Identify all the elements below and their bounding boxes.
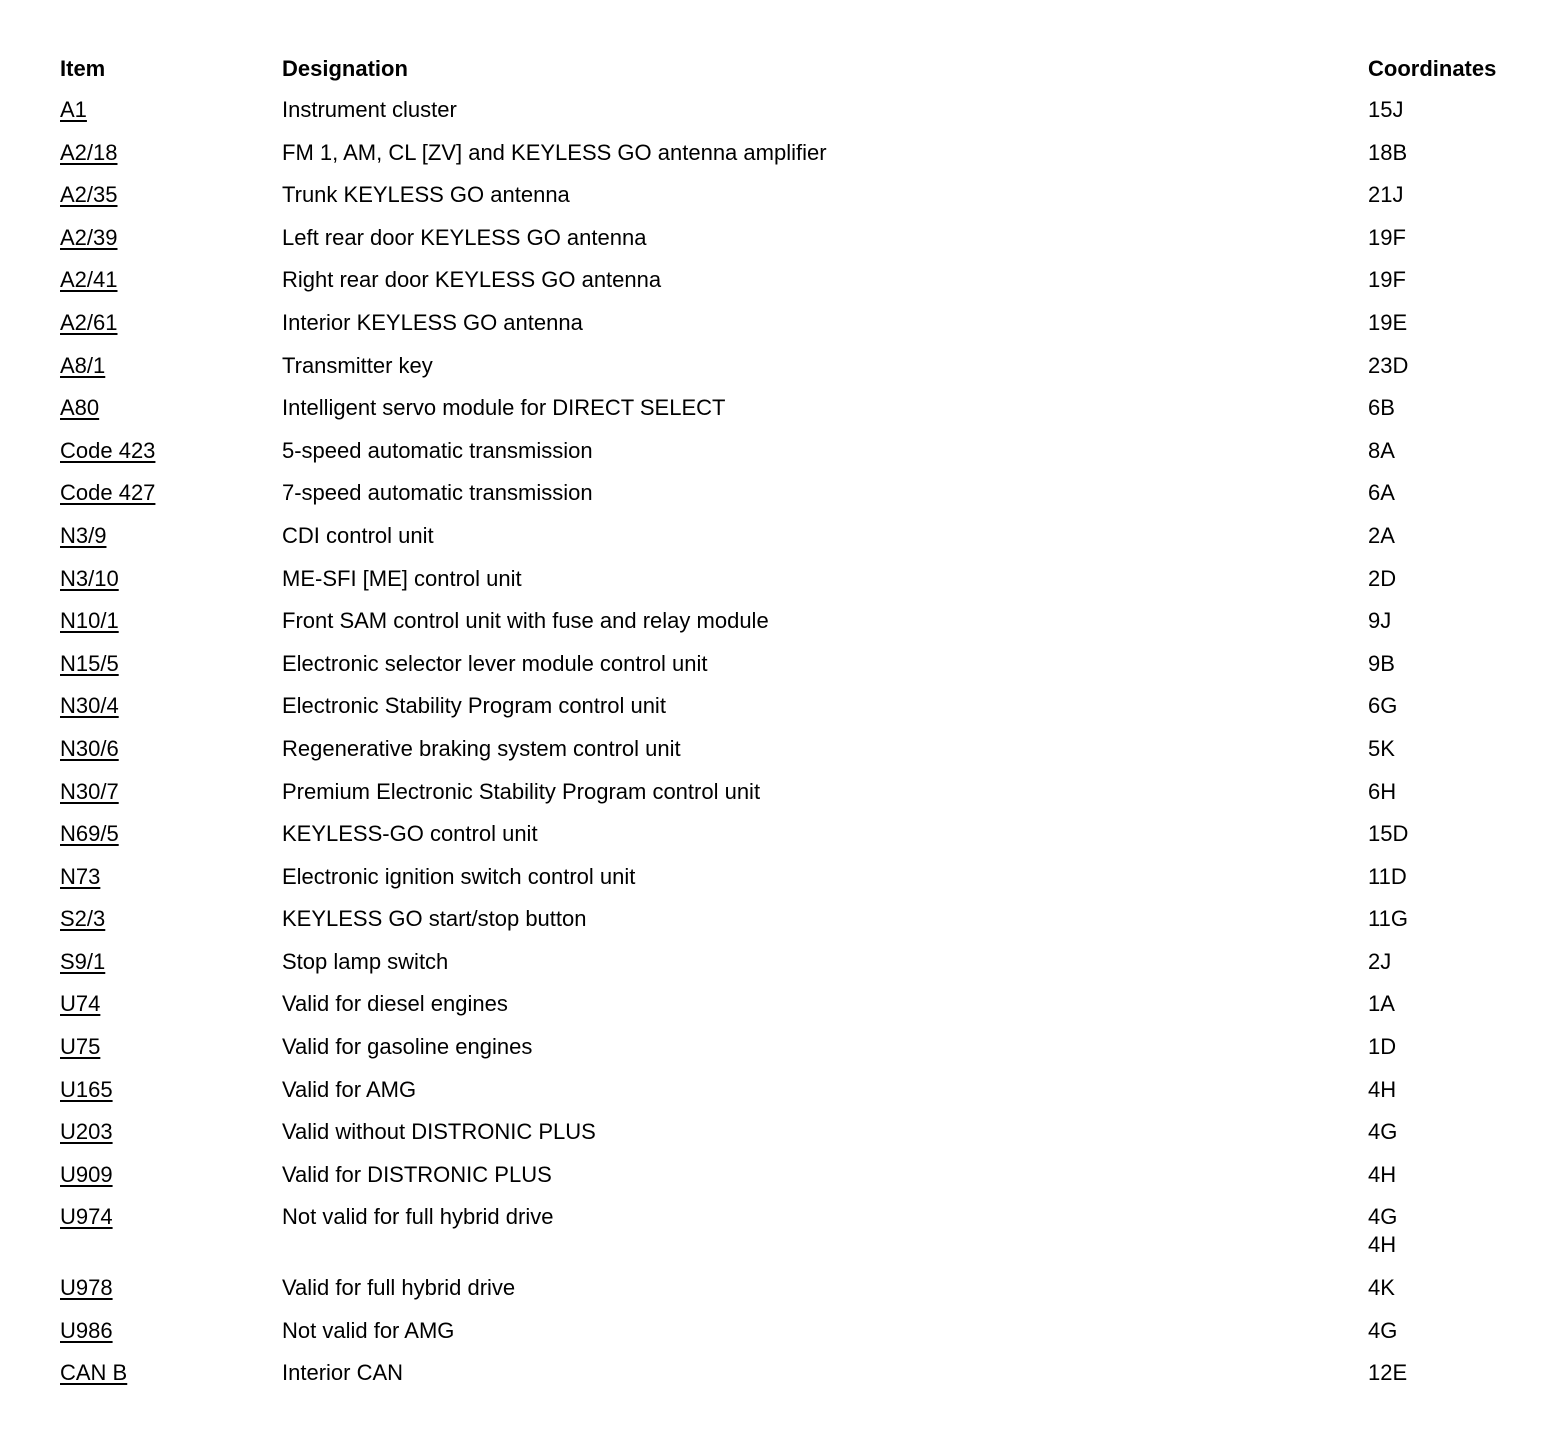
table-row	[0, 352, 1568, 395]
designation-cell: Interior KEYLESS GO antenna	[282, 309, 583, 335]
coordinate-value: 4H	[1368, 1161, 1397, 1187]
table-row	[0, 735, 1568, 778]
coordinates-cell	[1368, 309, 1407, 337]
designation-cell: Valid for gasoline engines	[282, 1034, 533, 1060]
designation-cell: Instrument cluster	[282, 97, 457, 122]
item-cell	[60, 522, 106, 550]
item-link[interactable]: A1	[60, 97, 87, 122]
designation-cell: ME-SFI [ME] control unit	[282, 565, 522, 591]
table-row	[0, 181, 1568, 224]
table-row	[0, 522, 1568, 565]
item-cell	[60, 479, 155, 507]
coordinates-cell	[1368, 905, 1408, 933]
designation-cell: Electronic Stability Program control unit	[282, 693, 666, 719]
coordinate-value: 1A	[1368, 991, 1395, 1017]
item-cell	[60, 778, 119, 806]
coordinates-cell	[1368, 1076, 1396, 1104]
designation-cell: Valid for diesel engines	[282, 991, 508, 1017]
table-row	[0, 692, 1568, 735]
item-link[interactable]: N30/4	[60, 693, 119, 719]
item-link[interactable]: A2/35	[60, 182, 118, 208]
designation-cell: Intelligent servo module for DIRECT SELECT	[282, 395, 726, 421]
coordinate-value: 2A	[1368, 522, 1395, 548]
coordinates-cell	[1368, 820, 1408, 848]
coordinates-cell	[1368, 948, 1391, 976]
designation-cell: Electronic selector lever module control unit	[282, 650, 708, 676]
coordinate-value: 11G	[1368, 906, 1408, 932]
item-cell	[60, 181, 118, 209]
item-link[interactable]: U986	[60, 1317, 113, 1343]
coordinates-cell	[1368, 565, 1396, 593]
item-link[interactable]: U978	[60, 1275, 113, 1301]
item-link[interactable]: U909	[60, 1161, 113, 1187]
coordinate-value: 11D	[1368, 863, 1407, 889]
coordinate-value: 12E	[1368, 1360, 1408, 1386]
coordinate-value: 4G	[1368, 1119, 1398, 1145]
table-row	[0, 266, 1568, 309]
item-cell	[60, 863, 100, 891]
coordinate-value: 2D	[1368, 565, 1397, 591]
item-link[interactable]: U75	[60, 1034, 101, 1060]
item-cell	[60, 692, 119, 720]
table-row	[0, 863, 1568, 906]
item-cell	[60, 565, 119, 593]
coordinate-value: 9J	[1368, 608, 1392, 634]
designation-cell: Transmitter key	[282, 352, 433, 378]
header-designation: Designation	[282, 56, 408, 81]
coordinates-cell	[1368, 394, 1395, 422]
coordinate-value: 4H	[1368, 1076, 1397, 1102]
item-link[interactable]: N3/9	[60, 522, 107, 548]
coordinate-value: 21J	[1368, 182, 1404, 208]
item-link[interactable]: A8/1	[60, 352, 106, 378]
table-row	[0, 394, 1568, 437]
item-link[interactable]: A2/39	[60, 224, 118, 250]
table-row	[0, 820, 1568, 863]
table-row	[0, 905, 1568, 948]
item-link[interactable]: N69/5	[60, 821, 119, 847]
item-link[interactable]: A80	[60, 395, 100, 421]
designation-cell: CDI control unit	[282, 522, 434, 548]
coordinate-value: 6B	[1368, 395, 1395, 421]
table-row	[0, 139, 1568, 182]
table-row	[0, 1274, 1568, 1317]
item-cell	[60, 1161, 113, 1189]
item-link[interactable]: N10/1	[60, 608, 119, 634]
coordinates-cell	[1368, 139, 1407, 167]
item-cell	[60, 309, 118, 337]
table-row	[0, 1203, 1568, 1274]
table-row	[0, 437, 1568, 480]
designation-cell: Valid for AMG	[282, 1076, 417, 1102]
item-cell	[60, 990, 100, 1018]
designation-cell: KEYLESS GO start/stop button	[282, 906, 587, 932]
item-cell	[60, 139, 118, 167]
item-cell	[60, 650, 119, 678]
coordinates-cell	[1368, 650, 1395, 678]
designation-cell: Valid for DISTRONIC PLUS	[282, 1161, 552, 1187]
item-link[interactable]: N3/10	[60, 565, 119, 591]
designation-cell: Premium Electronic Stability Program control unit	[282, 778, 761, 804]
item-link[interactable]: N30/7	[60, 778, 119, 804]
item-link[interactable]: CAN B	[60, 1360, 128, 1386]
table-row	[0, 650, 1568, 693]
table-row	[0, 607, 1568, 650]
item-link[interactable]: N15/5	[60, 650, 119, 676]
designation-cell: 7-speed automatic transmission	[282, 480, 593, 506]
coordinates-cell	[1368, 692, 1397, 720]
coordinate-value: 4G	[1368, 1317, 1398, 1343]
item-link[interactable]: S2/3	[60, 906, 106, 932]
coordinates-cell	[1368, 1118, 1397, 1146]
coordinates-cell	[1368, 735, 1395, 763]
item-link[interactable]: Code 427	[60, 480, 156, 506]
item-cell	[60, 607, 119, 635]
coordinates-cell	[1368, 1033, 1396, 1061]
designation-cell: KEYLESS-GO control unit	[282, 821, 538, 847]
designation-cell: Not valid for AMG	[282, 1317, 455, 1343]
header-item: Item	[60, 56, 106, 81]
table-row	[0, 565, 1568, 608]
coordinates-cell	[1368, 352, 1408, 380]
designation-cell: Trunk KEYLESS GO antenna	[282, 182, 570, 208]
designation-cell: Not valid for full hybrid drive	[282, 1204, 554, 1230]
coordinate-value: 19F	[1368, 267, 1406, 293]
table-row	[0, 96, 1568, 139]
coordinate-value: 4H	[1368, 1232, 1397, 1258]
table-row	[0, 778, 1568, 821]
table-row	[0, 1118, 1568, 1161]
coordinate-value: 19F	[1368, 224, 1406, 250]
item-link[interactable]: A2/18	[60, 139, 118, 165]
table-row	[0, 948, 1568, 991]
coordinate-value: 1D	[1368, 1034, 1397, 1060]
coordinates-cell	[1368, 96, 1403, 124]
item-link[interactable]: A2/61	[60, 309, 118, 335]
item-cell	[60, 1274, 113, 1302]
item-cell	[60, 1203, 113, 1231]
coordinates-cell	[1368, 1161, 1396, 1189]
coordinate-value: 6A	[1368, 480, 1395, 506]
item-cell	[60, 948, 105, 976]
coordinate-value: 19E	[1368, 309, 1408, 335]
item-cell	[60, 437, 155, 465]
item-cell	[60, 1118, 113, 1146]
item-cell	[60, 266, 118, 294]
coordinate-value: 9B	[1368, 650, 1395, 676]
coordinate-value: 6G	[1368, 693, 1398, 719]
item-link[interactable]: U74	[60, 991, 101, 1017]
coordinates-cell	[1368, 778, 1396, 806]
item-link[interactable]: U974	[60, 1204, 113, 1230]
table-row	[0, 1076, 1568, 1119]
item-cell	[60, 820, 119, 848]
component-list	[0, 96, 1568, 1402]
table-row	[0, 309, 1568, 352]
designation-cell: 5-speed automatic transmission	[282, 437, 593, 463]
table-header	[0, 56, 1568, 86]
coordinate-value: 2J	[1368, 948, 1392, 974]
coordinate-value: 15D	[1368, 821, 1409, 847]
designation-cell: Regenerative braking system control unit	[282, 735, 681, 761]
item-cell	[60, 1076, 113, 1104]
item-link[interactable]: S9/1	[60, 948, 106, 974]
item-link[interactable]: N30/6	[60, 735, 119, 761]
coordinates-cell	[1368, 479, 1395, 507]
item-cell	[60, 1317, 113, 1345]
coordinates-cell	[1368, 181, 1403, 209]
table-row	[0, 224, 1568, 267]
coordinate-value: 8A	[1368, 437, 1395, 463]
designation-cell: Electronic ignition switch control unit	[282, 863, 636, 889]
item-cell	[60, 1033, 100, 1061]
designation-cell: Left rear door KEYLESS GO antenna	[282, 224, 647, 250]
item-cell	[60, 1359, 127, 1387]
coordinates-cell	[1368, 607, 1391, 635]
table-row	[0, 1359, 1568, 1402]
coordinates-cell	[1368, 1317, 1397, 1345]
item-link[interactable]: N73	[60, 863, 101, 889]
coordinate-value: 6H	[1368, 778, 1397, 804]
coordinates-cell	[1368, 437, 1395, 465]
table-row	[0, 1317, 1568, 1360]
coordinate-value: 18B	[1368, 139, 1408, 165]
coordinate-value: 4K	[1368, 1275, 1395, 1301]
coordinates-cell	[1368, 1359, 1407, 1387]
header-coordinates: Coordinates	[1368, 56, 1497, 81]
coordinate-value: 4G	[1368, 1204, 1398, 1230]
designation-cell: Interior CAN	[282, 1360, 404, 1386]
table-row	[0, 1161, 1568, 1204]
item-link[interactable]: U203	[60, 1119, 113, 1145]
coordinates-cell	[1368, 1274, 1395, 1302]
coordinates-cell	[1368, 863, 1407, 891]
designation-cell: Valid without DISTRONIC PLUS	[282, 1119, 596, 1145]
coordinate-value: 23D	[1368, 352, 1409, 378]
designation-cell: FM 1, AM, CL [ZV] and KEYLESS GO antenna amplifier	[282, 139, 827, 165]
table-row	[0, 990, 1568, 1033]
item-cell	[60, 96, 87, 124]
designation-cell: Right rear door KEYLESS GO antenna	[282, 267, 662, 293]
coordinates-cell	[1368, 266, 1406, 294]
item-cell	[60, 394, 99, 422]
coordinate-value: 5K	[1368, 735, 1395, 761]
designation-cell: Front SAM control unit with fuse and relay module	[282, 608, 769, 634]
item-cell	[60, 224, 118, 252]
coordinates-cell	[1368, 1203, 1397, 1259]
item-link[interactable]: A2/41	[60, 267, 118, 293]
item-cell	[60, 905, 105, 933]
coordinate-value: 15J	[1368, 97, 1404, 122]
table-row	[0, 1033, 1568, 1076]
coordinates-cell	[1368, 522, 1395, 550]
item-link[interactable]: U165	[60, 1076, 113, 1102]
item-cell	[60, 735, 119, 763]
coordinates-cell	[1368, 990, 1395, 1018]
designation-cell: Valid for full hybrid drive	[282, 1275, 516, 1301]
designation-cell: Stop lamp switch	[282, 948, 449, 974]
item-link[interactable]: Code 423	[60, 437, 156, 463]
coordinates-cell	[1368, 224, 1406, 252]
table-row	[0, 479, 1568, 522]
item-cell	[60, 352, 105, 380]
